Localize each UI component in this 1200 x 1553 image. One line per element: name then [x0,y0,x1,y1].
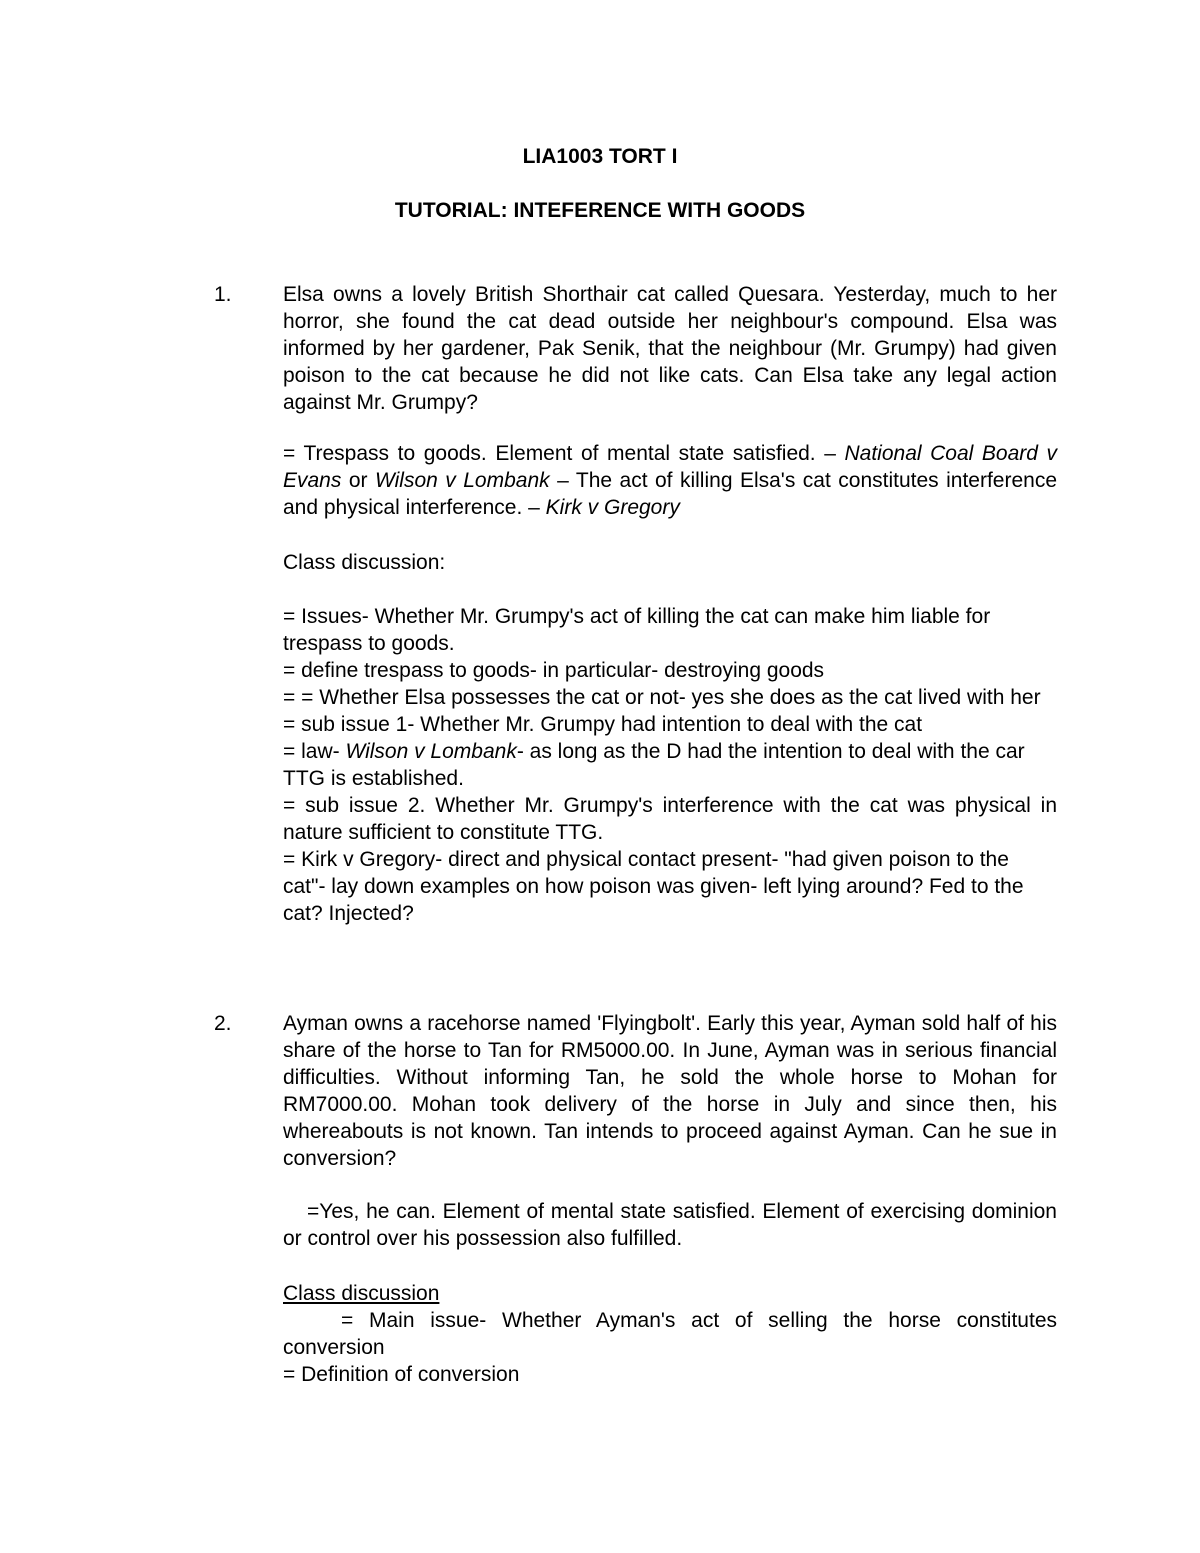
question-1-discussion [283,603,1057,927]
discussion-sub-issue-1: = sub issue 1- Whether Mr. Grumpy had intention to deal with the cat [283,713,923,736]
discussion-kirk-v-gregory: = Kirk v Gregory- direct and physical contact present- "had given poison to the cat"- lay down examples on how poison was given- left lying around? Fed to the cat? Injected? [283,848,1024,925]
case-kirk-v-gregory: Kirk v Gregory [545,496,680,519]
question-1-number: 1. [214,283,232,306]
discussion-law: = law- Wilson v Lombank- as long as the D had the intention to deal with the car TTG is established. [283,740,1025,790]
discussion-definition: = define trespass to goods- in particular- destroying goods [283,659,825,682]
question-1-text: Elsa owns a lovely British Shorthair cat called Quesara. Yesterday, much to her horror, she found the cat dead outside her neighbour's compound. Elsa was informed by her gardener, Pak Senik, that the neighbour (Mr. Grumpy) had given poison to the cat because he did not like cats. Can Elsa take any legal action against Mr. Grumpy? [283,283,1057,414]
question-2-text: Ayman owns a racehorse named 'Flyingbolt'. Early this year, Ayman sold half of his share of the horse to Tan for RM5000.00. In June, Ayman was in serious financial difficulties. Without informing Tan, he sold the whole horse to Mohan for RM7000.00. Mohan took delivery of the horse in July and since then, his whereabouts is not known. Tan intends to proceed against Ayman. Can he sue in conversion? [283,1012,1057,1170]
case-wilson-v-lombank-2: Wilson v Lombank [345,740,517,763]
discussion-sub-issue-2: = sub issue 2. Whether Mr. Grumpy's interference with the cat was physical in nature sufficient to constitute TTG. [283,794,1057,844]
discussion-definition-conversion: = Definition of conversion [283,1363,520,1386]
question-2-discussion-heading: Class discussion [283,1282,440,1305]
question-1-discussion-heading: Class discussion: [283,551,446,574]
question-2-answer: =Yes, he can. Element of mental state satisfied. Element of exercising dominion or control over his possession also fulfilled. [283,1200,1057,1250]
case-wilson-v-lombank: Wilson v Lombank [374,469,550,492]
question-2-discussion [283,1280,1057,1388]
discussion-issue: = Issues- Whether Mr. Grumpy's act of killing the cat can make him liable for trespass to goods. [283,605,991,655]
case-national-coal-board: National Coal Board v Evans [283,442,1057,492]
course-title: LIA1003 TORT I [522,145,678,168]
tutorial-title: TUTORIAL: INTEFERENCE WITH GOODS [394,199,806,222]
discussion-main-issue: = Main issue- Whether Ayman's act of selling the horse constitutes conversion [283,1309,1057,1359]
question-2-number: 2. [214,1012,232,1035]
question-1-answer: = Trespass to goods. Element of mental state satisfied. – National Coal Board v Evans or Wilson v Lombank – The act of killing Elsa's cat constitutes interference and physical interference. – Kirk v Gregory [283,442,1058,519]
discussion-possession: = = Whether Elsa possesses the cat or not- yes she does as the cat lived with her [283,686,1041,709]
